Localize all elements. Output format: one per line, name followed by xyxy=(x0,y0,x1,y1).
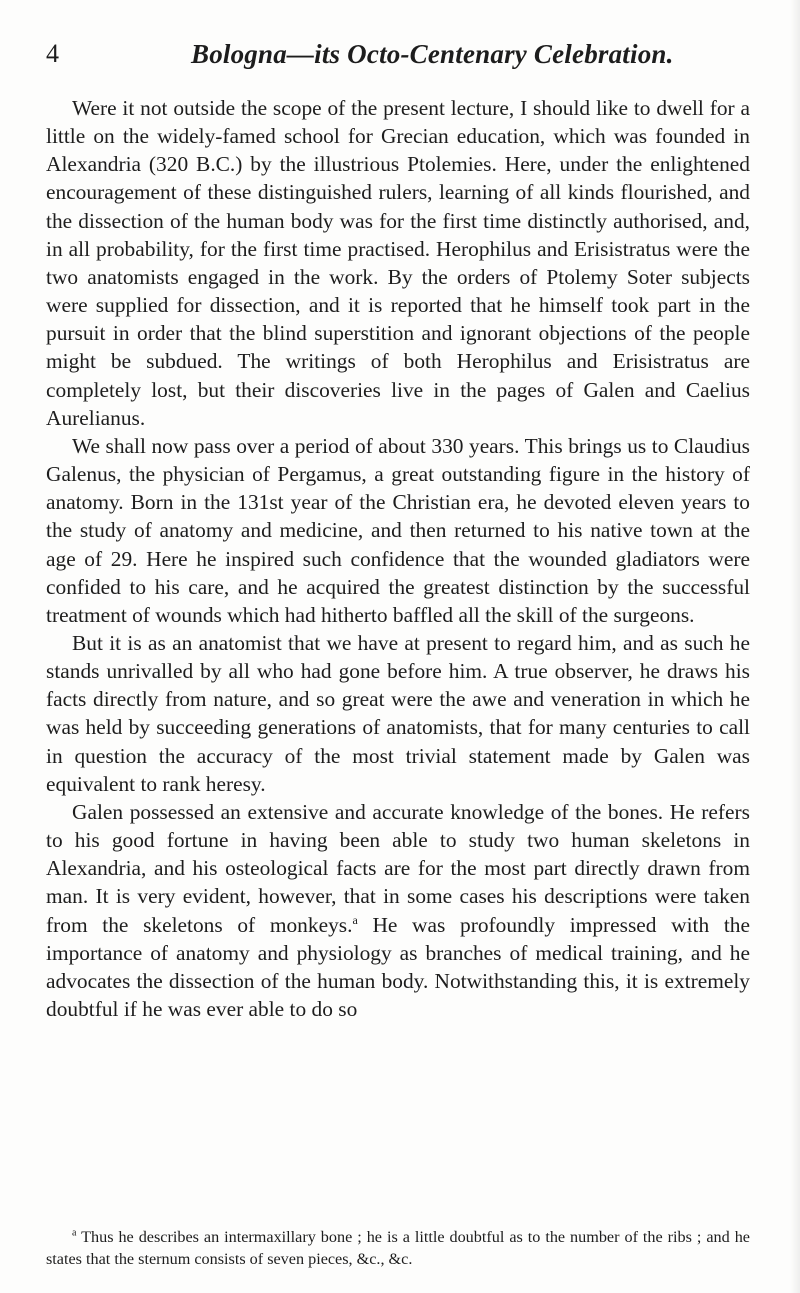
footnote-text: Thus he describes an intermaxillary bone ; he is a little doubtful as to the number of the ribs ; and he states that the sternum consists of seven pieces, &c., &c. xyxy=(46,1228,750,1268)
paragraph-text: He was profoundly impressed with the importance of anatomy and physiology as branches of medical training, and he advocates the dissection of the human body. Notwithstanding this, it is extremely doubtful if he was ever able to do so xyxy=(46,912,750,1021)
paragraph-text: Galen possessed an extensive and accurate knowledge of the bones. He refers to his good fortune in having been able to study two human skeletons in Alexandria, and his osteological facts are for the most part directly drawn from man. It is very evident, however, that in some cases his descriptions were taken from the skeletons of monkeys. xyxy=(46,799,750,937)
page-number: 4 xyxy=(46,39,59,68)
running-head: Bologna—its Octo-Centenary Celebration. xyxy=(191,39,674,69)
paragraph xyxy=(46,798,750,1023)
footnote xyxy=(46,1226,750,1270)
paragraph: Were it not outside the scope of the present lecture, I should like to dwell for a little on the widely-famed school for Grecian education, which was founded in Alexandria (320 B.C.) by the illustrious Ptolemies. Here, under the enlightened encouragement of these distinguished rulers, learning of all kinds flourished, and the dissection of the human body was for the first time distinctly authorised, and, in all probability, for the first time practised. Herophilus and Erisistratus were the two anatomists engaged in the work. By the orders of Ptolemy Soter subjects were supplied for dissection, and it is reported that he himself took part in the pursuit in order that the blind superstition and ignorant objections of the people might be subdued. The writings of both Herophilus and Erisistratus are completely lost, but their discoveries live in the pages of Galen and Caelius Aurelianus. xyxy=(46,96,750,430)
paragraph: But it is as an anatomist that we have at present to regard him, and as such he stands unrivalled by all who had gone before him. A true observer, he draws his facts directly from nature, and so great were the awe and veneration in which he was held by succeeding generations of anatomists, that for many centuries to call in question the accuracy of the most trivial statement made by Galen was equivalent to rank heresy. xyxy=(46,630,750,796)
page-edge-shadow xyxy=(790,0,800,1293)
footnote-mark: a xyxy=(72,1227,77,1239)
paragraph: We shall now pass over a period of about 330 years. This brings us to Claudius Galenus, the physician of Pergamus, a great outstanding figure in the history of anatomy. Born in the 131st year of the Christian era, he devoted eleven years to the study of anatomy and medicine, and then returned to his native town at the age of 29. Here he inspired such confidence that the wounded gladiators were confided to his care, and he acquired the greatest distinction by the successful treatment of wounds which had hitherto baffled all the skill of the surgeons. xyxy=(46,433,750,627)
page-header xyxy=(46,34,740,74)
footnote-reference: a xyxy=(352,912,358,927)
body-text xyxy=(46,94,750,1023)
